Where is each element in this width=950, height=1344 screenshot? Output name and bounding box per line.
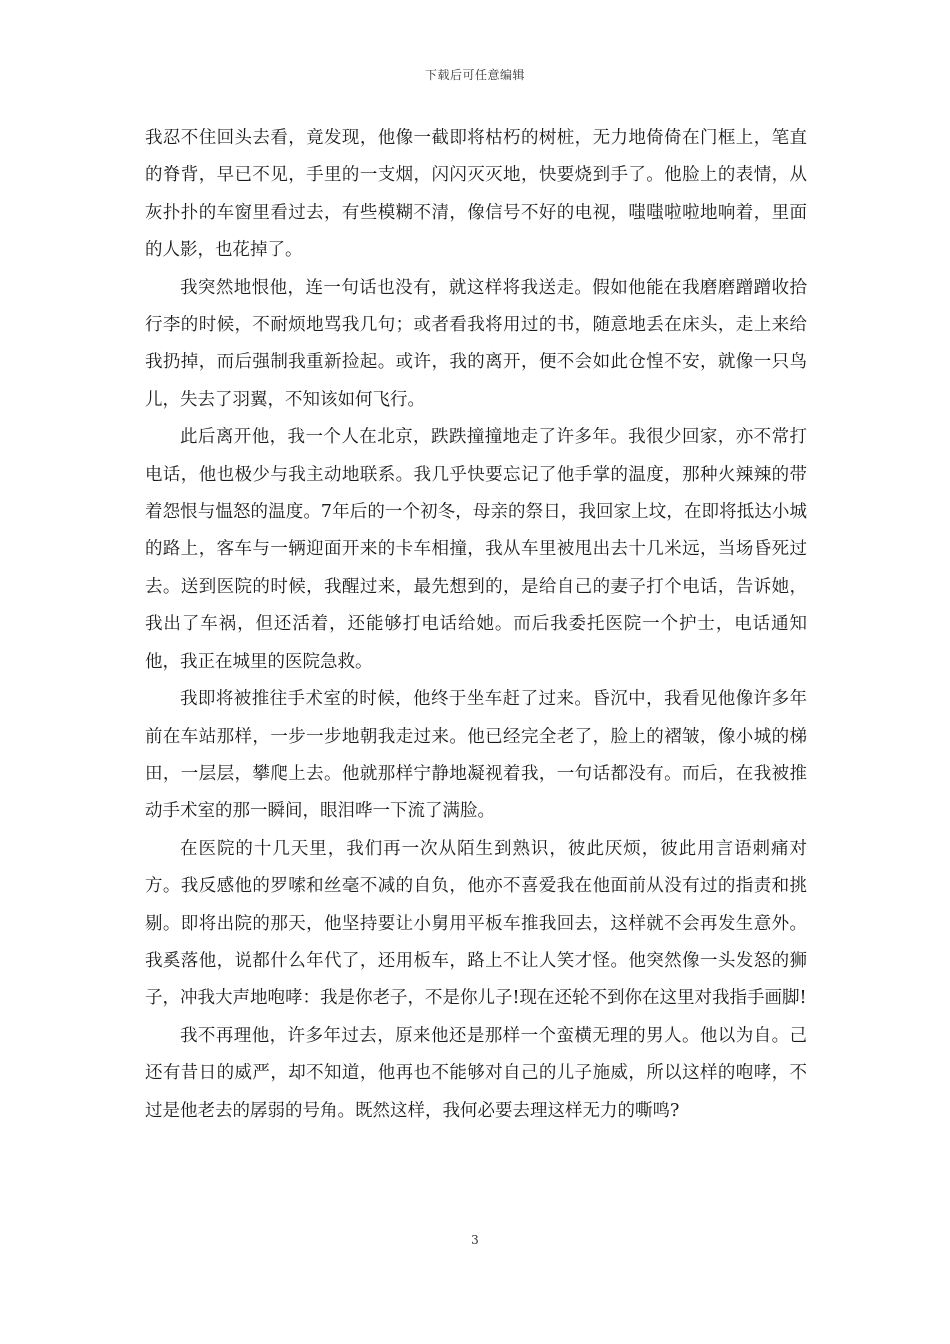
page-number: 3 — [471, 1233, 479, 1247]
paragraph-4: 我即将被推往手术室的时候，他终于坐车赶了过来。昏沉中，我看见他像许多年前在车站那样，一步一步地朝我走过来。他已经完全老了，脸上的褶皱，像小城的梯田，一层层，攀爬上去。他就那样宁静地凝视着我，一句话都没有。而后，在我被推动手术室的那一瞬间，眼泪哗一下流了满脸。 — [145, 689, 807, 822]
paragraph-3: 此后离开他，我一个人在北京，跌跌撞撞地走了许多年。我很少回家，亦不常打电话，他也极少与我主动地联系。我几乎快要忘记了他手掌的温度，那种火辣辣的带着怨恨与愠怒的温度。7年后的一个初冬，母亲的祭日，我回家上坟，在即将抵达小城的路上，客车与一辆迎面开来的卡车相撞，我从车里被甩出去十几米远，当场昏死过去。送到医院的时候，我醒过来，最先想到的，是给自己的妻子打个电话，告诉她，我出了车祸，但还活着，还能够打电话给她。而后我委托医院一个护士，电话通知他，我正在城里的医院急救。 — [145, 427, 807, 672]
page-header: 下载后可任意编辑 — [424, 68, 525, 82]
paragraph-6: 我不再理他，许多年过去，原来他还是那样一个蛮横无理的男人。他以为自。己还有昔日的威严，却不知道，他再也不能够对自己的儿子施威，所以这样的咆哮，不过是他老去的孱弱的号角。既然这样，我何必要去理这样无力的嘶鸣? — [145, 1025, 807, 1121]
paragraph-1: 我忍不住回头去看，竟发现，他像一截即将枯朽的树桩，无力地倚倚在门框上，笔直的脊背，早已不见，手里的一支烟，闪闪灭灭地，快要烧到手了。他脸上的表情，从灰扑扑的车窗里看过去，有些模糊不清，像信号不好的电视，嗤嗤啦啦地响着，里面的人影，也花掉了。 — [145, 128, 807, 261]
paragraph-2: 我突然地恨他，连一句话也没有，就这样将我送走。假如他能在我磨磨蹭蹭收拾行李的时候，不耐烦地骂我几句；或者看我将用过的书，随意地丢在床头，走上来给我扔掉，而后强制我重新捡起。或许，我的离开，便不会如此仓惶不安，就像一只鸟儿，失去了羽翼，不知该如何飞行。 — [145, 277, 807, 410]
document-body — [145, 120, 807, 1130]
paragraph-5: 在医院的十几天里，我们再一次从陌生到熟识，彼此厌烦，彼此用言语刺痛对方。我反感他的罗嗦和丝毫不减的自负，他亦不喜爱我在他面前从没有过的指责和挑剔。即将出院的那天，他坚持要让小舅用平板车推我回去，这样就不会再发生意外。我奚落他，说都什么年代了，还用板车，路上不让人笑才怪。他突然像一头发怒的狮子，冲我大声地咆哮：我是你老子，不是你儿子!现在还轮不到你在这里对我指手画脚! — [145, 838, 807, 1009]
